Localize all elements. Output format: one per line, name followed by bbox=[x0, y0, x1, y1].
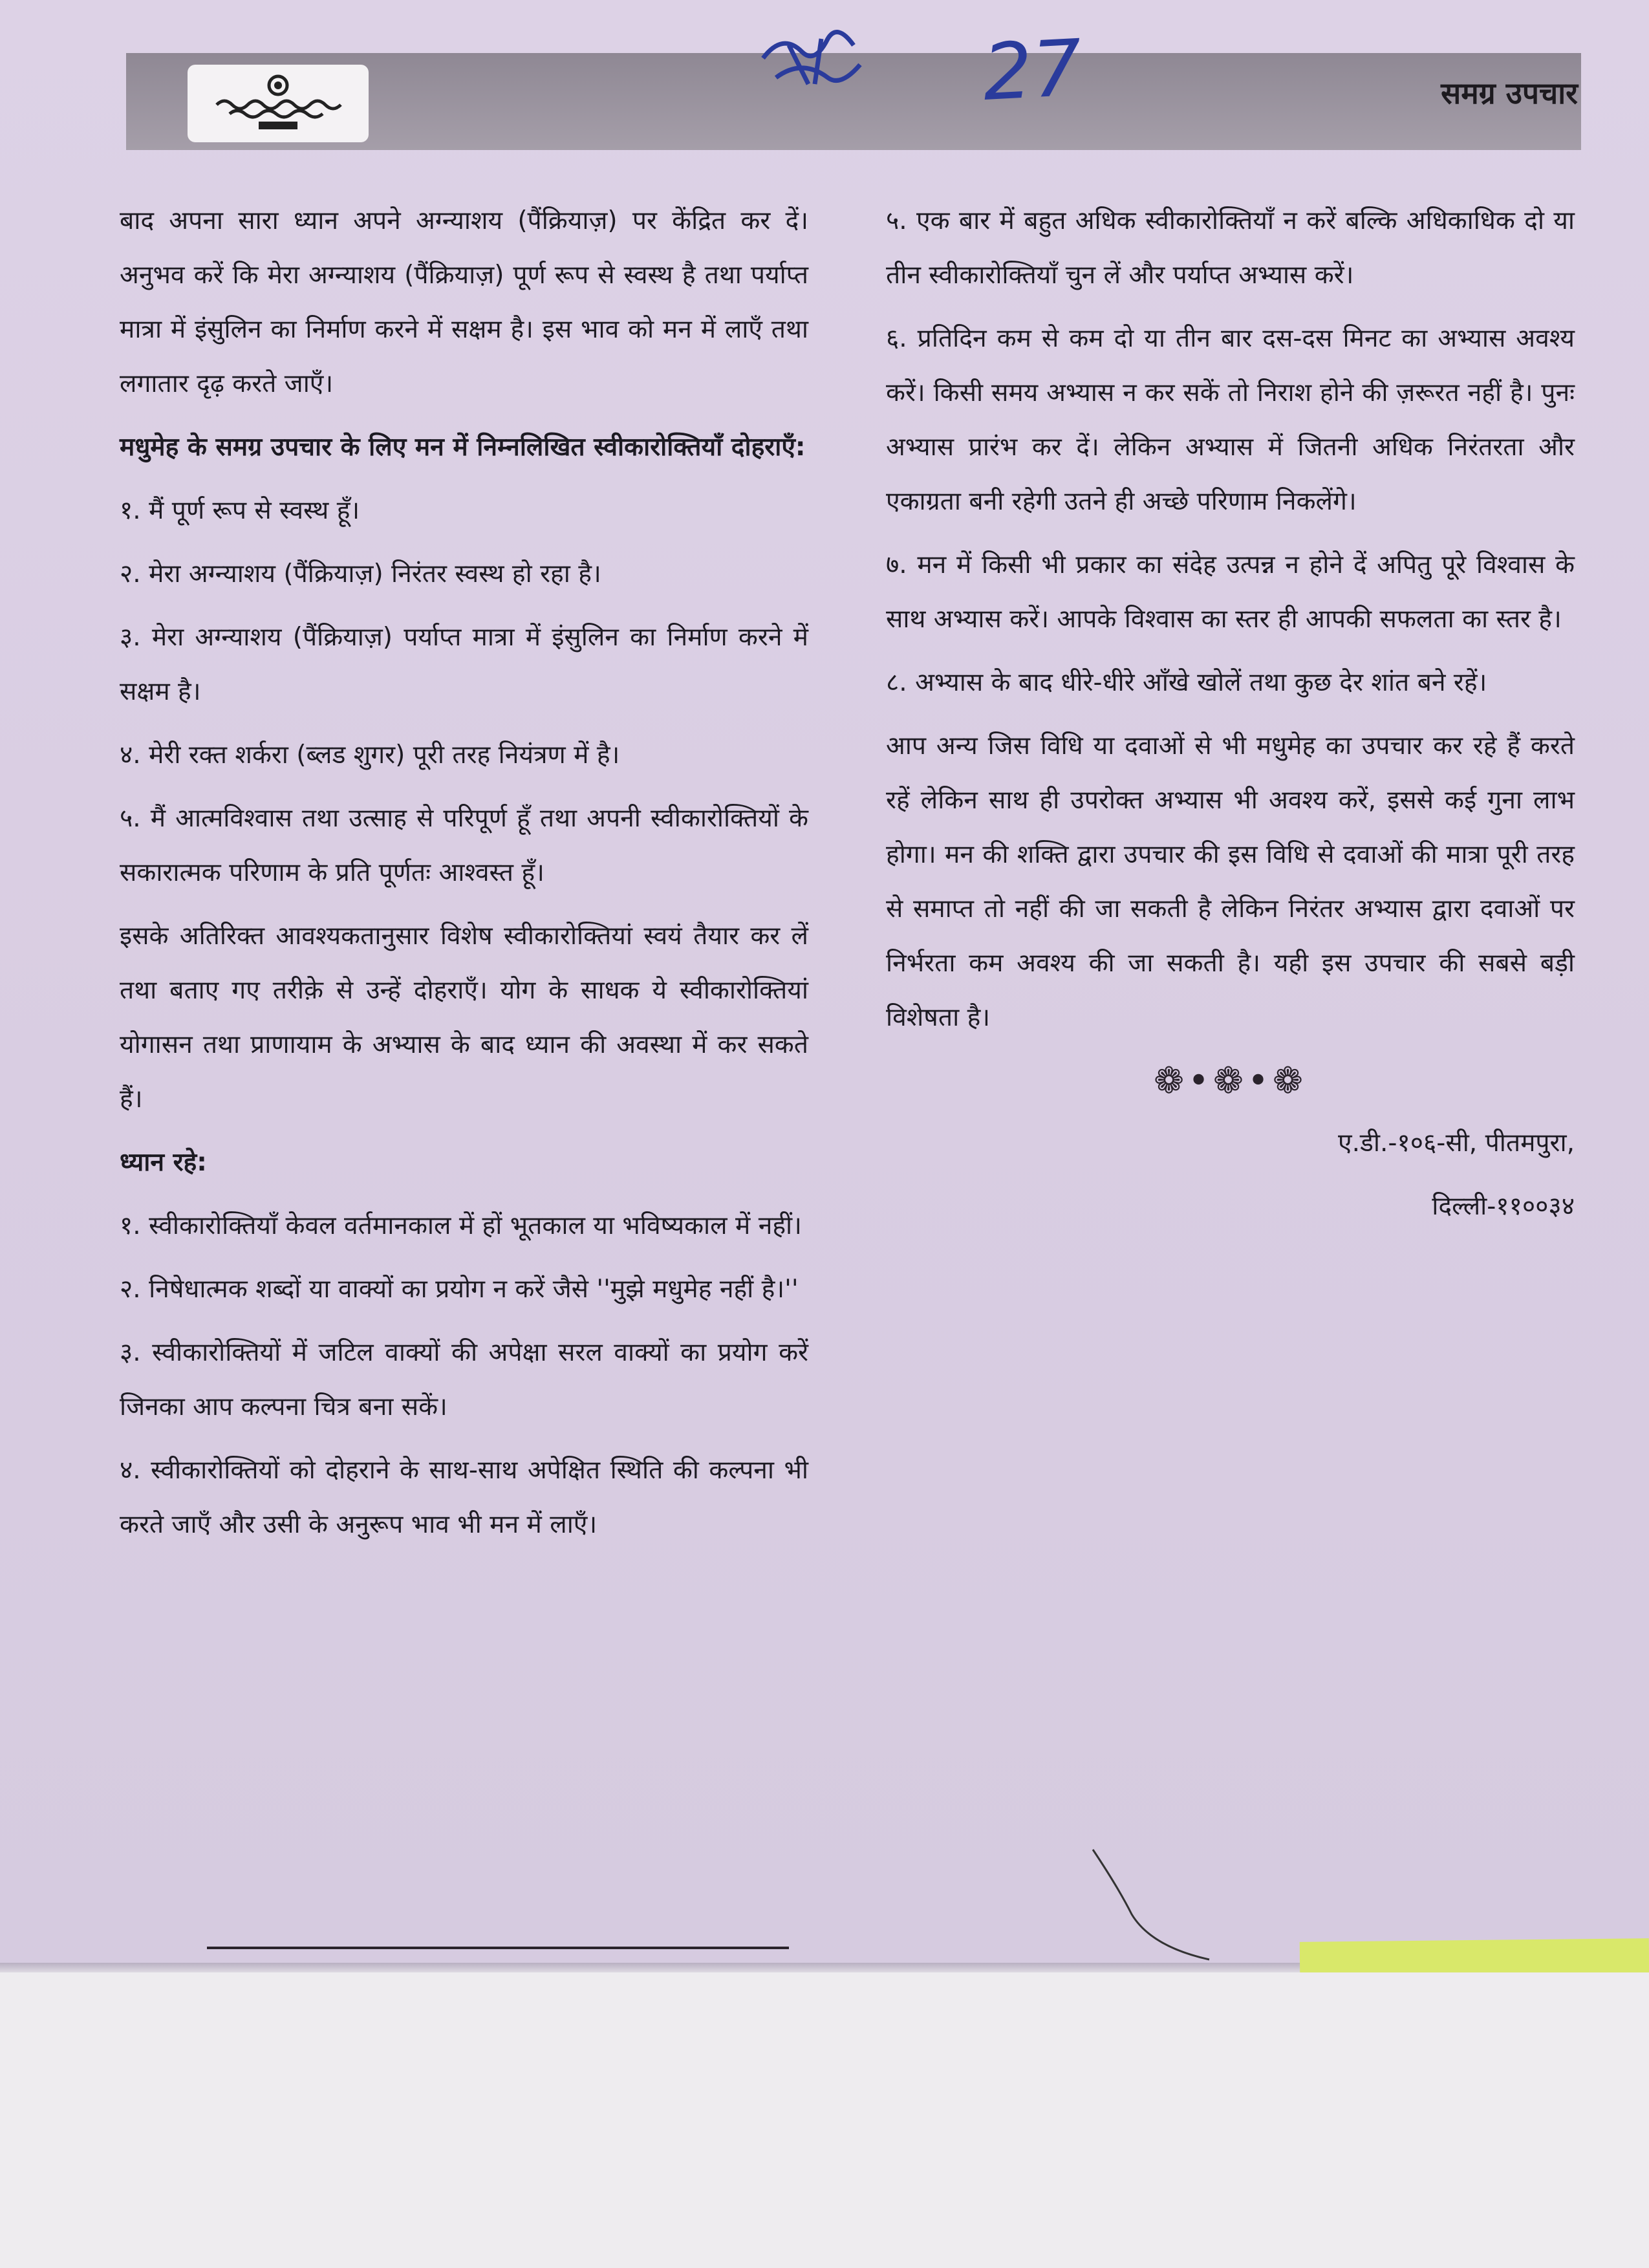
note-item: ६. प्रतिदिन कम से कम दो या तीन बार दस-दस मिनट का अभ्यास अवश्य करें। किसी समय अभ्यास न कर सकें तो निराश होने की ज़रूरत नहीं है। पुनः अभ्यास प्रारंभ कर दें। लेकिन अभ्यास में जितनी अधिक निरंतरता और एकाग्रता बनी रहेगी उतने ही अच्छे परिणाम निकलेंगे। bbox=[886, 324, 1575, 516]
affirmations-heading: मधुमेह के समग्र उपचार के लिए मन में निम्नलिखित स्वीकारोक्तियाँ दोहराएँ: bbox=[120, 433, 806, 462]
left-column bbox=[120, 194, 808, 1561]
section-title: समग्र उपचार bbox=[1441, 76, 1578, 111]
yellow-strip bbox=[1300, 1938, 1649, 1978]
ornament-divider: ❁•❁•❁ bbox=[1154, 1060, 1307, 1102]
note-item: ७. मन में किसी भी प्रकार का संदेह उत्पन्न न होने दें अपितु पूरे विश्वास के साथ अभ्यास करें। आपके विश्वास का स्तर ही आपकी सफलता का स्तर है। bbox=[886, 550, 1575, 634]
note-item: ८. अभ्यास के बाद धीरे-धीरे आँखे खोलें तथा कुछ देर शांत बने रहें। bbox=[886, 668, 1487, 697]
note-item: ५. एक बार में बहुत अधिक स्वीकारोक्तियाँ न करें बल्कि अधिकाधिक दो या तीन स्वीकारोक्तियाँ चुन लें और पर्याप्त अभ्यास करें। bbox=[886, 206, 1575, 290]
note-item: ३. स्वीकारोक्तियों में जटिल वाक्यों की अपेक्षा सरल वाक्यों का प्रयोग करें जिनका आप कल्पना चित्र बना सकें। bbox=[120, 1338, 808, 1421]
note-item: २. निषेधात्मक शब्दों या वाक्यों का प्रयोग न करें जैसे ''मुझे मधुमेह नहीं है।'' bbox=[120, 1275, 799, 1304]
note-heading: ध्यान रहे: bbox=[120, 1148, 207, 1177]
footer-rule bbox=[207, 1947, 789, 1949]
pencil-mark bbox=[1086, 1843, 1229, 1966]
author-address-line2: दिल्ली-११००३४ bbox=[1432, 1192, 1575, 1221]
note-item: ४. स्वीकारोक्तियों को दोहराने के साथ-साथ अपेक्षित स्थिति की कल्पना भी करते जाएँ और उसी के अनुरूप भाव भी मन में लाएँ। bbox=[120, 1456, 808, 1539]
affirmation-item: १. मैं पूर्ण रूप से स्वस्थ हूँ। bbox=[120, 496, 360, 525]
closing-paragraph: आप अन्य जिस विधि या दवाओं से भी मधुमेह का उपचार कर रहे हैं करते रहें लेकिन साथ ही उपरोक्त अभ्यास भी अवश्य करें, इससे कई गुना लाभ होगा। मन की शक्ति द्वारा उपचार की इस विधि से दवाओं की मात्रा पूरी तरह से समाप्त तो नहीं की जा सकती है लेकिन निरंतर अभ्यास द्वारा दवाओं पर निर्भरता कम अवश्य की जा सकती है। यही इस उपचार की सबसे बड़ी विशेषता है। bbox=[886, 731, 1575, 1032]
affirmation-item: ५. मैं आत्मविश्वास तथा उत्साह से परिपूर्ण हूँ तथा अपनी स्वीकारोक्तियों के सकारात्मक परिणाम के प्रति पूर्णतः आश्वस्त हूँ। bbox=[120, 804, 808, 887]
handwritten-page-number: 27 bbox=[980, 23, 1084, 118]
affirmation-item: ३. मेरा अग्न्याशय (पैंक्रियाज़) पर्याप्त मात्रा में इंसुलिन का निर्माण करने में सक्षम है। bbox=[120, 623, 808, 706]
intro-paragraph: बाद अपना सारा ध्यान अपने अग्न्याशय (पैंक्रियाज़) पर केंद्रित कर दें। अनुभव करें कि मेरा अग्न्याशय (पैंक्रियाज़) पूर्ण रूप से स्वस्थ है तथा पर्याप्त मात्रा में इंसुलिन का निर्माण करने में सक्षम है। इस भाव को मन में लाएँ तथा लगातार दृढ़ करते जाएँ। bbox=[120, 206, 808, 398]
affirmation-item: ४. मेरी रक्त शर्करा (ब्लड शुगर) पूरी तरह नियंत्रण में है। bbox=[120, 740, 620, 770]
handwritten-scribble bbox=[750, 19, 879, 103]
sun-waves-icon bbox=[204, 71, 352, 136]
affirmation-item: २. मेरा अग्न्याशय (पैंक्रियाज़) निरंतर स्वस्थ हो रहा है। bbox=[120, 559, 601, 589]
body-paragraph: इसके अतिरिक्त आवश्यकतानुसार विशेष स्वीकारोक्तियां स्वयं तैयार कर लें तथा बताए गए तरीक़े से उन्हें दोहराएँ। योग के साधक ये स्वीकारोक्तियां योगासन तथा प्राणायाम के अभ्यास के बाद ध्यान की अवस्था में कर सकते हैं। bbox=[120, 922, 808, 1114]
right-column bbox=[886, 194, 1575, 1243]
magazine-logo bbox=[188, 65, 369, 142]
author-address-line1: ए.डी.-१०६-सी, पीतमपुरा, bbox=[1338, 1129, 1575, 1158]
scanner-background bbox=[0, 1972, 1649, 2268]
note-item: १. स्वीकारोक्तियाँ केवल वर्तमानकाल में हों भूतकाल या भविष्यकाल में नहीं। bbox=[120, 1211, 802, 1240]
